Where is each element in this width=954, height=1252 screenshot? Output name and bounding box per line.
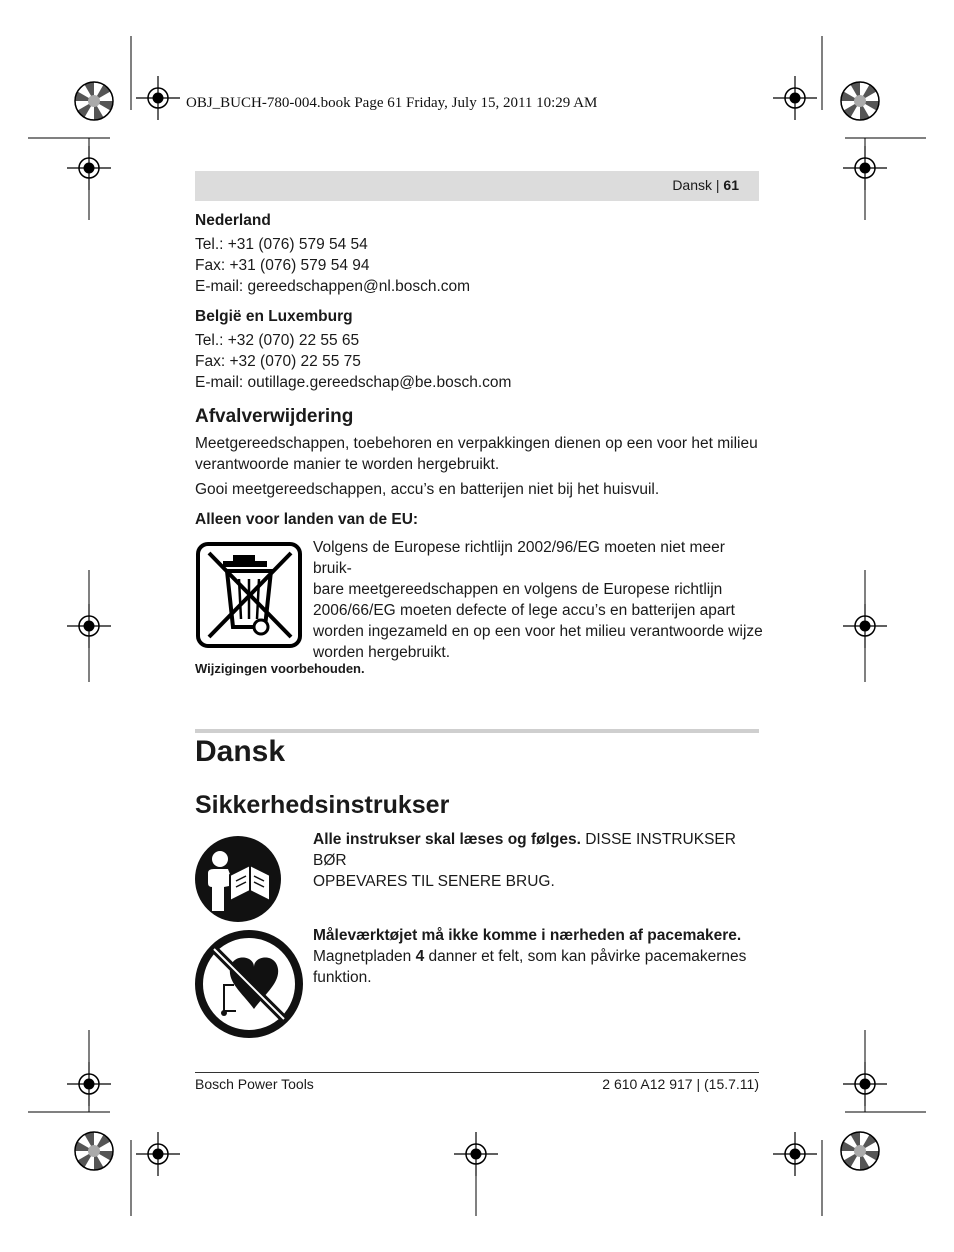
eu-line-3: 2006/66/EG moeten defecte of lege accu’s en batterijen apart	[313, 602, 735, 619]
instr-bold: Alle instrukser skal læses og følges.	[313, 831, 581, 848]
pacemaker-bold: Måleværktøjet må ikke komme i nærheden af pacemakere.	[313, 927, 742, 944]
nl-fax: Fax: +31 (076) 579 54 94	[195, 257, 370, 274]
eu-heading: Alleen voor landen van de EU:	[195, 511, 419, 528]
eu-line-2: bare meetgereedschappen en volgens de Europese richtlijn	[313, 581, 723, 598]
disposal-p1-line1: Meetgereedschappen, toebehoren en verpakkingen dienen op een voor het milieu	[195, 435, 758, 452]
eu-line-4: worden ingezameld en op een voor het milieu verantwoorde wijze	[313, 623, 763, 640]
no-pacemaker-icon	[194, 929, 304, 1039]
instr-rest-1: DISSE INSTRUKSER BØR	[313, 831, 736, 869]
nl-email: E-mail: gereedschappen@nl.bosch.com	[195, 278, 471, 295]
pacemaker-post: danner et felt, som kan påvirke pacemakernes	[424, 948, 747, 965]
read-instructions-text	[313, 829, 763, 892]
pacemaker-pre: Magnetpladen	[313, 948, 416, 965]
weee-crossed-bin-icon	[195, 541, 303, 649]
pacemaker-num: 4	[415, 948, 425, 965]
pacemaker-warning-text	[313, 925, 763, 988]
instr-rest-2: OPBEVARES TIL SENERE BRUG.	[313, 873, 555, 890]
print-slug: OBJ_BUCH-780-004.book Page 61 Friday, July 15, 2011 10:29 AM	[186, 95, 598, 111]
be-fax: Fax: +32 (070) 22 55 75	[195, 353, 361, 370]
be-tel: Tel.: +32 (070) 22 55 65	[195, 332, 360, 349]
eu-line-1: Volgens de Europese richtlijn 2002/96/EG moeten niet meer bruik-	[313, 539, 725, 577]
main-content	[195, 210, 761, 530]
nl-tel: Tel.: +31 (076) 579 54 54	[195, 236, 368, 253]
footer-rule	[195, 1072, 759, 1073]
eu-disposal-text	[313, 537, 763, 663]
language-title: Dansk	[195, 735, 286, 768]
be-email: E-mail: outillage.gereedschap@be.bosch.com	[195, 374, 512, 391]
footer-brand: Bosch Power Tools	[195, 1076, 314, 1092]
header-separator: |	[715, 177, 720, 193]
read-manual-icon	[194, 835, 282, 923]
disposal-p1-line2: verantwoorde manier te worden hergebruikt.	[195, 456, 500, 473]
changes-reserved: Wijzigingen voorbehouden.	[195, 661, 365, 676]
section-title: Sikkerhedsinstrukser	[195, 791, 450, 819]
header-language: Dansk	[672, 177, 712, 193]
disposal-heading: Afvalverwijdering	[195, 406, 354, 427]
eu-line-5: worden hergebruikt.	[313, 644, 450, 661]
be-country: België en Luxemburg	[195, 308, 353, 325]
disposal-p2: Gooi meetgereedschappen, accu’s en batterijen niet bij het huisvuil.	[195, 481, 660, 498]
pacemaker-line3: funktion.	[313, 969, 372, 986]
page-number: 61	[723, 177, 739, 193]
running-header	[195, 171, 759, 201]
nl-country: Nederland	[195, 212, 271, 229]
footer-doc-code: 2 610 A12 917 | (15.7.11)	[602, 1076, 759, 1092]
